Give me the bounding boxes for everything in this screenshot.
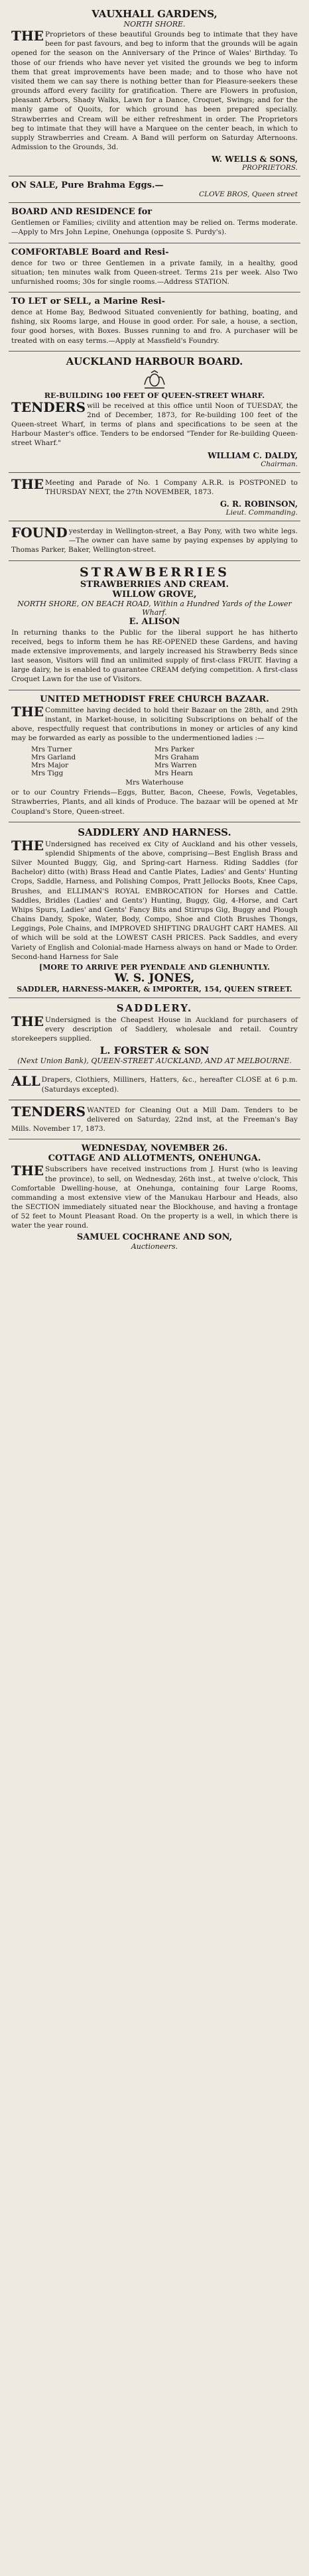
list-item: Mrs Turner	[31, 745, 72, 754]
ad-lead: THE	[11, 28, 44, 44]
ad-title: UNITED METHODIST FREE CHURCH BAZAAR.	[40, 694, 269, 704]
ad-heading-note: NORTH SHORE, ON BEACH ROAD, Within a Hundred Yards of the Lower Wharf.	[17, 599, 292, 617]
ad-title: WEDNESDAY, NOVEMBER 26.	[81, 1143, 228, 1154]
ad-drapers	[9, 1070, 300, 1100]
ad-signature: SAMUEL COCHRANE AND SON,	[76, 1232, 233, 1242]
ad-lead: THE	[11, 703, 44, 720]
ad-methodist-bazaar	[9, 690, 300, 822]
ad-lead: FOUND	[11, 524, 68, 541]
ad-body: dence at Home Bay, Bedwood Situated conveniently for bathing, boating, and fishing, six Rooms large, and House in good order. For sale, a house, a section, four good horses, with Boxes. Busses running to and fro. A purchaser will be treated with on easy terms.—Apply at Massfield's Foundry.	[11, 308, 298, 345]
ad-body-text: yesterday in Wellington-street, a Bay Pony, with two white legs.—The owner can have same by paying expenses by applying to Thomas Parker, Baker, Wellington-street.	[11, 527, 298, 554]
ad-body-text: Proprietors of these beautiful Grounds beg to intimate that they have been for past favours, and beg to inform that the grounds will be again opened for the season on the Anniversary of the Prince of Wales' Birthday. To those of our friends who have never yet visited the grounds we beg to inform them that great improvements have been made; and to those who have not visited them we can say there is nothing better than for Pleasure-seekers these grounds afford every facility for gratification. There are Flowers in profusion, pleasant Arbors, Shady Walks, Lawn for a Dance, Croquet, Swings; and for the manly game of Quoits, for which ground has been prepared specially. Strawberries and Cream will be either refreshment in order. The Proprietors beg to intimate that they will have a Marquee on the center beach, in which to supply Strawberries and Cream. A Band will perform on Saturday Afternoons. Admission to the Grounds, 3d.	[11, 31, 298, 152]
coat-of-arms-icon	[142, 370, 167, 390]
ad-body-text: Committee having decided to hold their Bazaar on the 28th, and 29th instant, in Market-house, in soliciting Subscriptions on behalf of the above, respectfully request that contributions in money or articles of any kind may be forwarded as early as possible to the undermentioned ladies :—	[11, 706, 298, 743]
list-item: Mrs Tigg	[31, 769, 64, 778]
ad-signature-note: PROPRIETORS.	[241, 164, 298, 172]
ad-marine-residence	[9, 292, 300, 352]
newspaper-column	[9, 0, 300, 1255]
ad-body-2: or to our Country Friends—Eggs, Butter, Bacon, Cheese, Fowls, Vegetables, Strawberries, Plants, and all kinds of Produce. The bazaar will be opened at Mr Coupland's Store, Queen-street.	[11, 789, 298, 816]
ad-comfortable-board	[9, 243, 300, 293]
ad-body	[11, 478, 298, 497]
ad-body-text: Undersigned is the Cheapest House in Auckland for purchasers of every description of Saddlery, wholesale and retail. Country storekeepers supplied.	[11, 1015, 298, 1043]
ladies-list	[11, 744, 298, 779]
ad-signature-note: (Next Union Bank), QUEEN-STREET AUCKLAND, AND AT MELBOURNE.	[17, 1057, 292, 1066]
ad-title: BOARD AND RESIDENCE for	[11, 207, 153, 218]
ad-title: COMFORTABLE Board and Resi-	[11, 247, 169, 257]
ad-lead: TENDERS	[11, 1103, 86, 1120]
ad-signature-note: Lieut. Commanding.	[225, 508, 298, 517]
ad-tenders-mill-dam	[9, 1100, 300, 1140]
ad-body: In returning thanks to the Public for the liberal support he has hitherto received, begs to inform them he has RE-OPENED these Gardens, and having made extensive improvements, and largely increased his Strawberry Beds since last season, Visitors will find an unlimited supply of first-class FRUIT. Having a large dairy, he is enabled to guarantee CREAM defying competition. A first-class Croquet Lawn for the use of Visitors.	[11, 628, 298, 684]
ad-lead: ALL	[11, 1073, 40, 1090]
ad-signature: W. WELLS & SONS,	[212, 155, 298, 164]
ad-lead: THE	[11, 1163, 44, 1179]
ad-lead: THE	[11, 476, 44, 492]
ad-title: SADDLERY AND HARNESS.	[78, 826, 231, 838]
ad-title: ON SALE, Pure Brahma Eggs.—	[11, 180, 164, 191]
ad-subtitle: RE-BUILDING 100 FEET OF QUEEN-STREET WHARF.	[44, 391, 265, 400]
ad-heading: WILLOW GROVE,	[112, 589, 197, 600]
list-item: Mrs Hearn	[154, 769, 193, 778]
ad-body-text: Subscribers have received instructions from J. Hurst (who is leaving the province), to sell, on Wednesday, 26th inst., at twelve o'clock, This Comfortable Dwelling-house, at Onehunga, containing four Large Rooms, commanding a most extensive view of the Manukau Harbour and Heads, also the SECTION immediately situated near the Blockhouse, and having a frontage of 52 feet to Mount Pleasant Road. On the property is a well, in which there is water the year round.	[11, 1165, 298, 1230]
ad-subtitle: COTTAGE AND ALLOTMENTS, ONEHUNGA.	[48, 1153, 261, 1164]
ad-lead: THE	[11, 837, 44, 854]
ad-title: AUCKLAND HARBOUR BOARD.	[66, 355, 243, 367]
ad-title: STRAWBERRIES	[80, 564, 229, 580]
list-item: Mrs Warren	[154, 761, 197, 770]
ad-subtitle: NORTH SHORE.	[123, 20, 186, 29]
ad-signature-note: SADDLER, HARNESS-MAKER, & IMPORTER, 154, QUEEN STREET.	[17, 984, 292, 994]
ad-harbour-board	[9, 352, 300, 473]
ad-subtitle: STRAWBERRIES AND CREAM.	[80, 579, 229, 590]
ad-parade	[9, 473, 300, 521]
ad-body	[11, 1015, 298, 1044]
ad-signature: E. ALISON	[129, 616, 180, 627]
ad-signature-note: Chairman.	[261, 460, 298, 468]
ad-title: VAUXHALL GARDENS,	[92, 8, 217, 20]
ad-body-text: Meeting and Parade of No. 1 Company A.R.R. is POSTPONED to THURSDAY NEXT, the 27th NOVEMBER, 1873.	[45, 478, 298, 496]
ad-signature: WILLIAM C. DALDY,	[208, 450, 298, 460]
ad-body-text: WANTED for Cleaning Out a Mill Dam. Tenders to be delivered on Saturday, 22nd inst, at the Freeman's Bay Mills. November 17, 1873.	[11, 1106, 298, 1133]
ad-body: dence for two or three Gentlemen in a private family, in a healthy, good situation; ten minutes walk from Queen-street. Terms 21s per week. Also Two unfurnished rooms; 30s for single rooms.—Address STATION.	[11, 259, 298, 286]
ad-signature: L. FORSTER & SON	[99, 1045, 210, 1057]
ad-body-text: Undersigned has received ex City of Auckland and his other vessels, splendid Shipments of the above, comprising—Best English Brass and Silver Mounted Buggy, Gig, and Spring-cart Harness. Riding Saddles (for Bachelor) ditto (with) Brass Head and Cantle Plates, Ladies' and Gents' Hunting Crops, Saddle, Harness, and Polishing Compos, Pratt Jellocks Boots, Knee Caps, Brushes, and ELLIMAN'S ROYAL EMBROCATION for Horses and Cattle. Saddles, Bridles (Ladies' and Gents') Hunting, Buggy, Gig, 4-Horse, and Cart Whips Spurs, Ladies' and Gents' Fancy Bits and Stirrups Gig, Buggy and Plough Chains Dandy, Spoke, Water, Body, Compo, Shoe and Cloth Brushes Thongs, Leggings, Pole Chains, and IMPROVED SHIFTING DRAUGHT CART HAMES. All of which will be sold at the LOWEST CASH PRICES. Pack Saddles, and every Variety of English and Colonial-made Harness always on hand or Made to Order. Second-hand Harness for Sale	[11, 840, 298, 961]
ad-body	[11, 1075, 298, 1094]
ad-lead: THE	[11, 1013, 44, 1029]
list-item: Mrs Graham	[154, 753, 200, 762]
ad-title: TO LET or SELL, a Marine Resi-	[11, 296, 165, 307]
ad-board-residence	[9, 203, 300, 243]
ad-lead: TENDERS	[11, 399, 86, 415]
ad-body: CLOVE BROS, Queen street	[199, 190, 298, 199]
ad-body	[11, 30, 298, 152]
ad-title: SADDLERY.	[116, 1001, 193, 1014]
ad-body	[11, 524, 298, 555]
ad-strawberries	[9, 561, 300, 690]
ad-found-pony	[9, 521, 300, 561]
ad-vauxhall-gardens	[9, 4, 300, 176]
list-item: Mrs Waterhouse	[125, 779, 184, 787]
ad-body	[11, 1165, 298, 1230]
ad-body	[11, 837, 298, 962]
ad-heading: [MORE TO ARRIVE PER PYENDALE AND GLENHUNTLY.	[39, 962, 270, 972]
ad-body-text: will be received at this office until Noon of TUESDAY, the 2nd of December, 1873, for Re-building 100 feet of the Queen-street Wharf, in terms of plans and specifications to be seen at the Harbour Master's office. Tenders to be endorsed "Tender for Re-building Queen-street Wharf."	[11, 401, 298, 448]
ad-body	[11, 703, 298, 743]
list-item: Mrs Major	[31, 761, 69, 770]
ad-body	[11, 1103, 298, 1134]
ad-brahma-eggs	[9, 176, 300, 203]
list-item: Mrs Parker	[154, 745, 194, 754]
ad-signature-note: Auctioneers.	[131, 1242, 178, 1251]
ad-body-text: Drapers, Clothiers, Milliners, Hatters, &c., hereafter CLOSE at 6 p.m. (Saturdays excepted).	[41, 1076, 298, 1094]
ad-body	[11, 401, 298, 448]
ad-body: Gentlemen or Families; civility and attention may be relied on. Terms moderate.—Apply to Mrs John Lepine, Onehunga (opposite S. Purdy's).	[11, 219, 298, 237]
list-item: Mrs Garland	[31, 753, 76, 762]
ad-signature: G. R. ROBINSON,	[219, 499, 298, 509]
ad-saddlery-harness	[9, 822, 300, 998]
ad-signature: W. S. JONES,	[114, 971, 195, 985]
ad-saddlery	[9, 998, 300, 1070]
ad-cottage-allotments	[9, 1139, 300, 1254]
